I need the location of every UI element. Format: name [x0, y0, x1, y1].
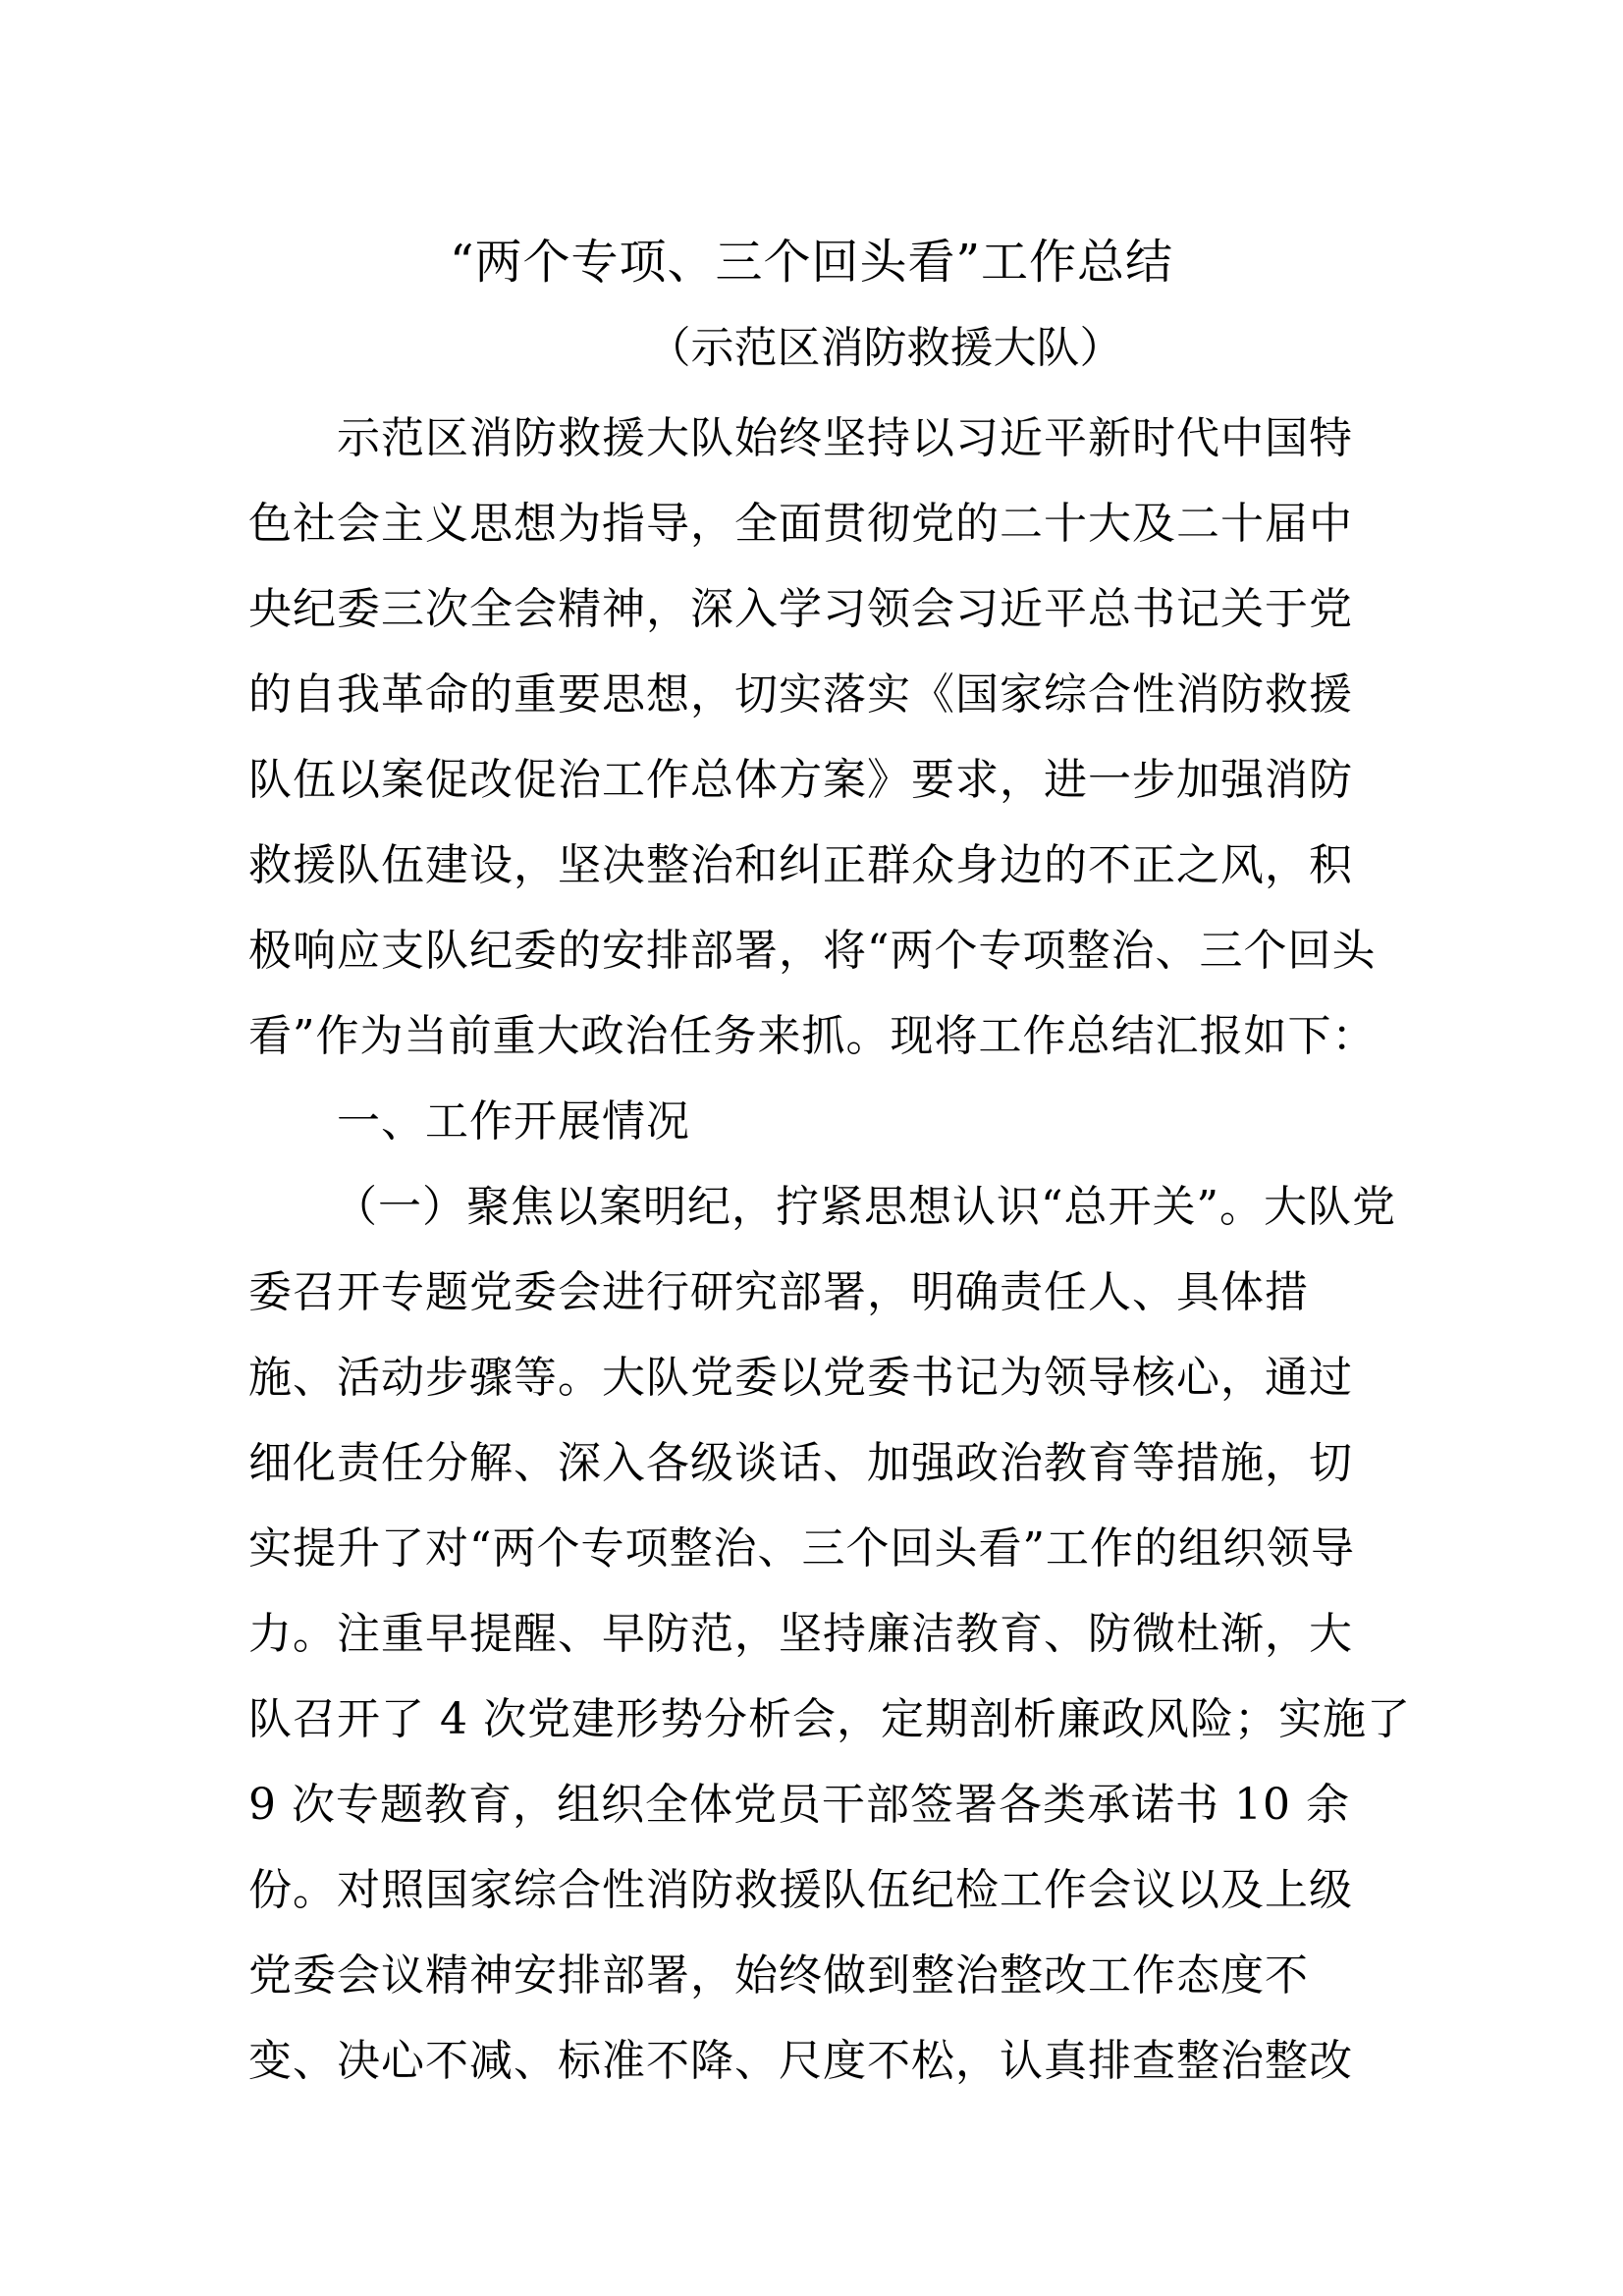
paragraph-line: 施、活动步骤等。大队党委以党委书记为领导核心，通过: [248, 1353, 1353, 1403]
paragraph-line: 示范区消防救援大队始终坚持以习近平新时代中国特: [337, 413, 1353, 463]
paragraph-line: 细化责任分解、深入各级谈话、加强政治教育等措施，切: [248, 1438, 1353, 1488]
paragraph-line: 央纪委三次全会精神，深入学习领会习近平总书记关于党: [248, 584, 1353, 634]
paragraph-line: 队召开了 4 次党建形势分析会，定期剖析廉政风险；实施了: [248, 1694, 1411, 1744]
paragraph-line: 9 次专题教育，组织全体党员干部签署各类承诺书 10 余: [248, 1780, 1350, 1830]
paragraph-line: 力。注重早提醒、早防范，坚持廉洁教育、防微杜渐，大: [248, 1609, 1353, 1659]
document-title: “两个专项、三个回头看”工作总结: [449, 235, 1174, 290]
paragraph-line: 色社会主义思想为指导，全面贯彻党的二十大及二十届中: [248, 499, 1353, 549]
paragraph-line: 队伍以案促改促治工作总体方案》要求，进一步加强消防: [248, 755, 1353, 805]
document-subtitle: （示范区消防救援大队）: [647, 323, 1123, 373]
paragraph-line: 份。对照国家综合性消防救援队伍纪检工作会议以及上级: [248, 1865, 1353, 1915]
paragraph-line: 救援队伍建设，坚决整治和纠正群众身边的不正之风，积: [248, 840, 1353, 890]
paragraph-line: 实提升了对“两个专项整治、三个回头看”工作的组织领导: [248, 1523, 1355, 1574]
subsection-line: （一）聚焦以案明纪，拧紧思想认识“总开关”。大队党: [334, 1182, 1396, 1232]
paragraph-line: 委召开专题党委会进行研究部署，明确责任人、具体措: [248, 1267, 1309, 1317]
section-heading: 一、工作开展情况: [337, 1096, 690, 1147]
paragraph-line: 极响应支队纪委的安排部署，将“两个专项整治、三个回头: [248, 926, 1377, 976]
paragraph-line: 党委会议精神安排部署，始终做到整治整改工作态度不: [248, 1950, 1309, 2001]
paragraph-line: 看”作为当前重大政治任务来抓。现将工作总结汇报如下：: [248, 1011, 1377, 1061]
paragraph-line: 的自我革命的重要思想，切实落实《国家综合性消防救援: [248, 669, 1353, 720]
paragraph-line: 变、决心不减、标准不降、尺度不松，认真排查整治整改: [248, 2036, 1353, 2086]
